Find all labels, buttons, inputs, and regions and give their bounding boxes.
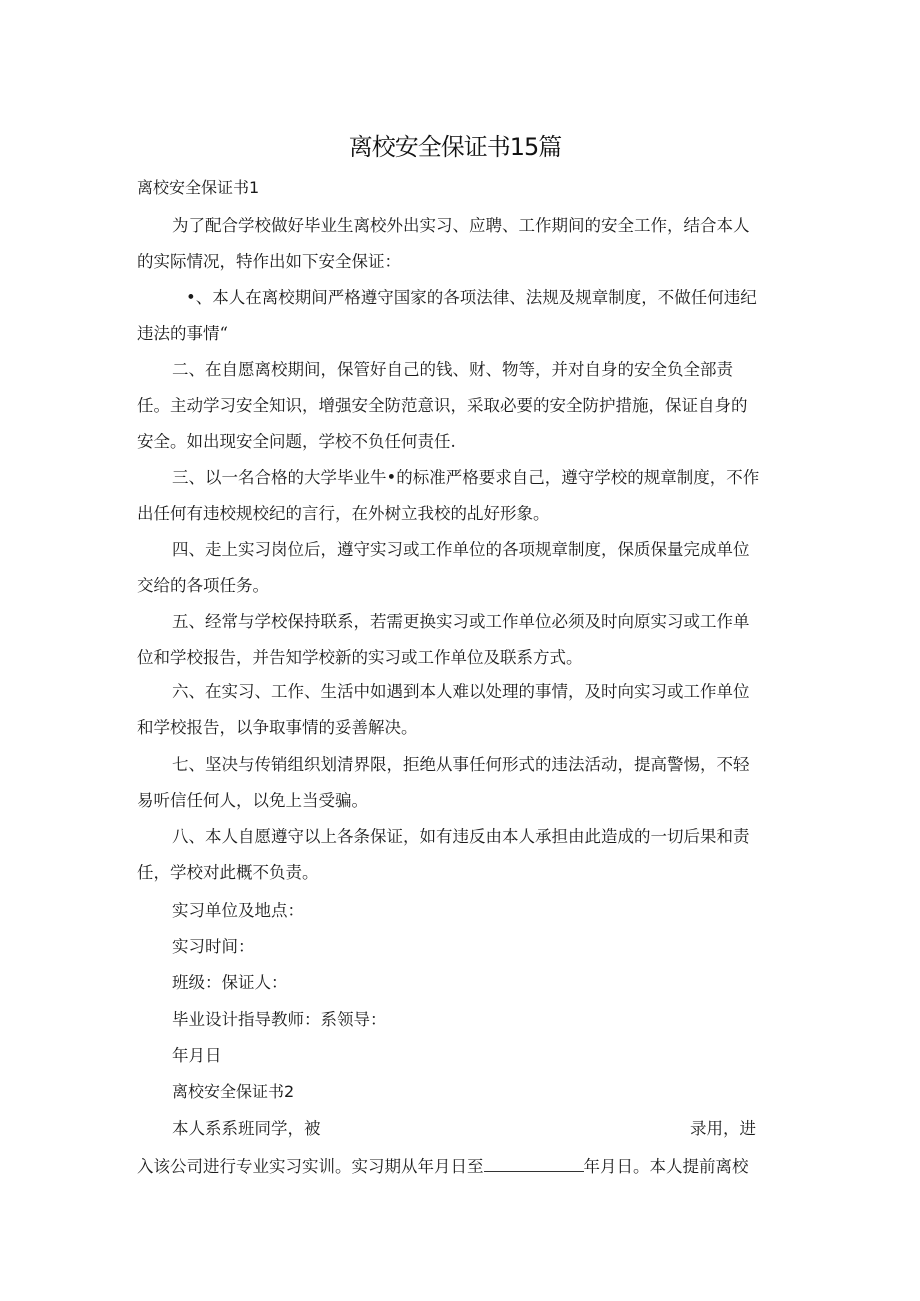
- field-class-guarantor: 班级：保证人：: [172, 973, 288, 992]
- clause-3-line-1: 三、以一名合格的大学毕业牛•的标准严格要求自己，遵守学校的规章制度，不作: [172, 468, 760, 487]
- clause-6-line-2: 和学校报告，以争取事情的妥善解决。: [137, 718, 418, 737]
- document-title: 离校安全保证书15篇: [348, 133, 562, 161]
- field-location: 实习单位及地点：: [172, 901, 304, 920]
- clause-3-line-2: 出任何有违校规校纪的言行，在外树立我校的乩好形象。: [137, 504, 550, 523]
- clause-8-line-1: 八、本人自愿遵守以上各条保证，如有违反由本人承担由此造成的一切后果和责: [172, 827, 750, 846]
- clause-6-line-1: 六、在实习、工作、生活中如遇到本人难以处理的事情，及时向实习或工作单位: [172, 682, 750, 701]
- section-heading-2: 离校安全保证书2: [172, 1082, 295, 1101]
- field-teacher-leader: 毕业设计指导教师：系领导：: [172, 1010, 387, 1029]
- section-heading-1: 离校安全保证书1: [137, 178, 260, 197]
- section2-line-1-start: 本人系系班同学，被: [172, 1119, 321, 1138]
- clause-2-line-3: 安全。如出现安全问题，学校不负任何责任.: [137, 432, 456, 451]
- clause-4-line-1: 四、走上实习岗位后，遵守实习或工作单位的各项规章制度，保质保量完成单位: [172, 540, 750, 559]
- clause-2-line-1: 二、在自愿离校期间，保管好自己的钱、财、物等，并对自身的安全负全部责: [172, 360, 733, 379]
- clause-7-line-2: 易听信任何人，以免上当受骗。: [137, 791, 368, 810]
- section2-line-2: [137, 1157, 749, 1176]
- signature-date: 年月日: [172, 1046, 222, 1065]
- clause-1-line-2: 违法的事情“: [137, 324, 228, 343]
- clause-5-line-2: 位和学校报告，并告知学校新的实习或工作单位及联系方式。: [137, 648, 583, 667]
- section2-line-2-end: 年月日。本人提前离校: [583, 1157, 749, 1176]
- blank-underline: [484, 1157, 584, 1172]
- section2-line-1-end: 录用，进: [690, 1119, 756, 1138]
- clause-7-line-1: 七、坚决与传销组织划清界限，拒绝从事任何形式的违法活动，提高警惕，不轻: [172, 755, 750, 774]
- clause-5-line-1: 五、经常与学校保持联系，若需更换实习或工作单位必须及时向原实习或工作单: [172, 612, 750, 631]
- clause-8-line-2: 任，学校对此概不负责。: [137, 863, 319, 882]
- field-time: 实习时间：: [172, 937, 255, 956]
- intro-line-2: 的实际情况，特作出如下安全保证：: [137, 252, 401, 271]
- clause-2-line-2: 任。主动学习安全知识，增强安全防范意识，采取必要的安全防护措施，保证自身的: [137, 396, 748, 415]
- clause-4-line-2: 交给的各项任务。: [137, 576, 269, 595]
- clause-1-line-1: •、本人在离校期间严格遵守国家的各项法律、法规及规章制度，不做任何违纪: [186, 288, 757, 307]
- section2-line-2-start: 入该公司进行专业实习实训。实习期从年月日至: [137, 1157, 484, 1176]
- intro-line-1: 为了配合学校做好毕业生离校外出实习、应聘、工作期间的安全工作，结合本人: [172, 216, 750, 235]
